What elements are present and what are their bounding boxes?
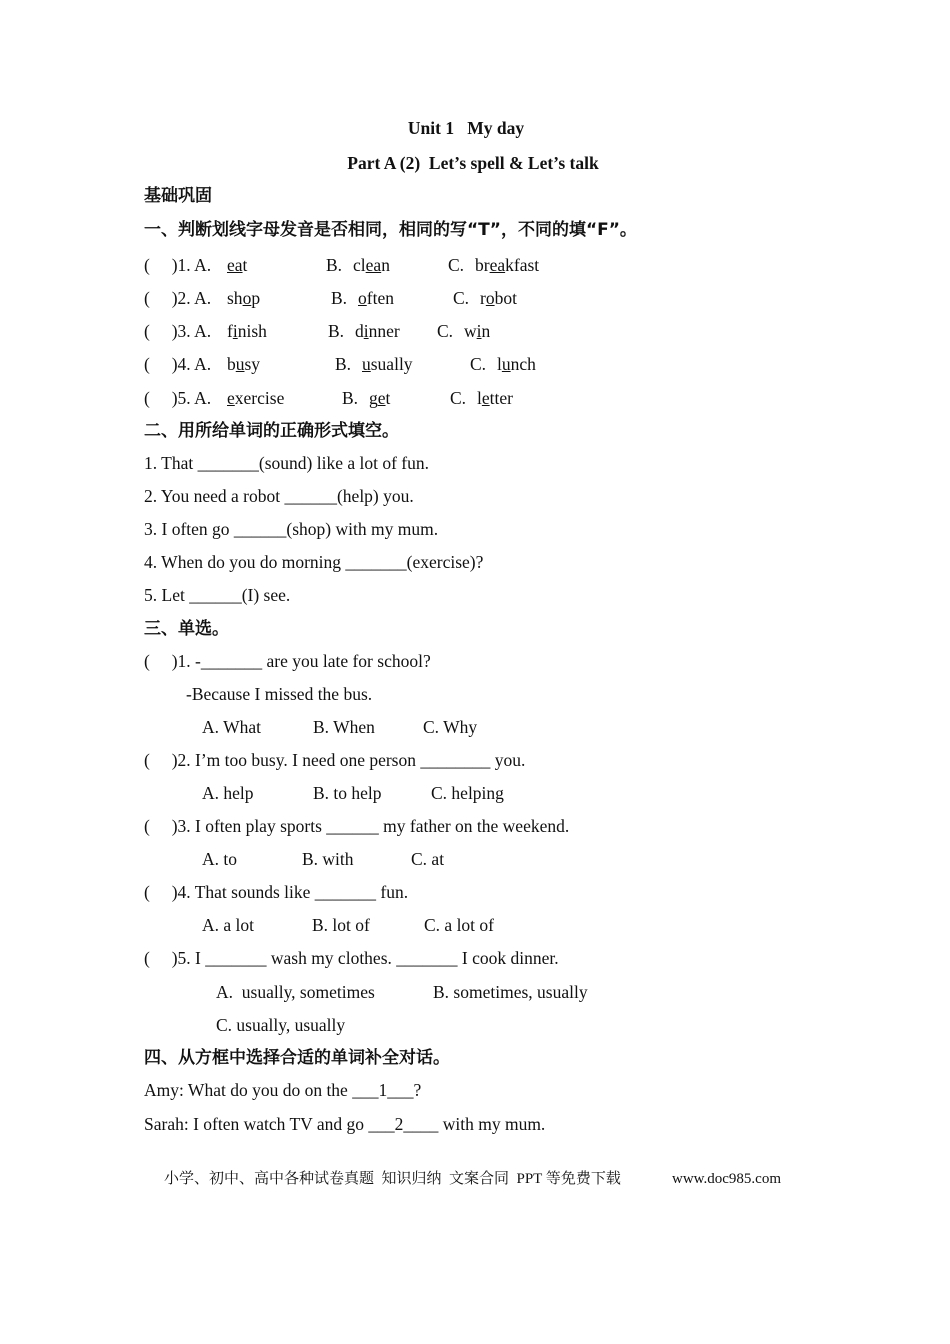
dialogue-line-1: Amy: What do you do on the ___1___?	[144, 1080, 422, 1100]
underlined-letters: u	[362, 354, 371, 374]
underlined-letters: u	[235, 354, 245, 374]
s3-q5-option-b: B. sometimes, usually	[433, 982, 588, 1002]
word-part: n	[481, 321, 491, 341]
s3-q3-option-b: B. with	[302, 849, 354, 869]
word-part: xercise	[234, 388, 285, 408]
s1-row-1-b-label: B.	[326, 255, 343, 275]
page-subtitle: Part A (2) Let’s spell & Let’s talk	[347, 153, 599, 173]
footer-text: 小学、初中、高中各种试卷真题 知识归纳 文案合同 PPT 等免费下载	[164, 1171, 621, 1187]
s1-row-1-option-b	[353, 254, 390, 276]
word-part: d	[355, 321, 364, 341]
word-part: sy	[244, 354, 261, 374]
underlined-letters: u	[501, 354, 511, 374]
s3-q5-option-c: C. usually, usually	[216, 1015, 346, 1035]
word-part: p	[251, 288, 261, 308]
word-part: l	[477, 388, 482, 408]
s1-row-2-option-c	[480, 287, 517, 309]
word-part: b	[227, 354, 236, 374]
s1-row-5-option-a	[227, 387, 284, 409]
section-4-heading: 四、从方框中选择合适的单词补全对话。	[144, 1048, 450, 1068]
underlined-letters: e	[481, 388, 490, 408]
s3-question-1-reply: -Because I missed the bus.	[186, 684, 373, 704]
s3-q1-option-b: B. When	[313, 717, 375, 737]
s2-item-4: 4. When do you do morning _______(exercise)?	[144, 552, 484, 572]
underlined-letters: o	[485, 288, 495, 308]
s3-q1-option-c: C. Why	[423, 717, 478, 737]
s1-row-2-number: ( )2. A.	[144, 288, 212, 308]
footer-link[interactable]: www.doc985.com	[672, 1171, 782, 1187]
underlined-letters: e	[227, 388, 235, 408]
word-part: nch	[510, 354, 536, 374]
word-part: r	[480, 288, 486, 308]
page-title: Unit 1 My day	[407, 118, 525, 138]
s1-row-2-b-label: B.	[331, 288, 348, 308]
s3-q2-option-b: B. to help	[313, 783, 382, 803]
section-3-heading: 三、单选。	[144, 619, 229, 639]
word-part: l	[497, 354, 502, 374]
s2-item-2: 2. You need a robot ______(help) you.	[144, 486, 414, 506]
section-2-heading: 二、用所给单词的正确形式填空。	[144, 421, 399, 441]
s3-q3-option-a: A. to	[202, 849, 237, 869]
word-part: tter	[489, 388, 513, 408]
s1-row-3-number: ( )3. A.	[144, 321, 212, 341]
s1-row-3-option-c	[464, 320, 490, 342]
underlined-letters: e	[377, 388, 386, 408]
s1-row-4-option-c	[497, 353, 536, 375]
s2-item-1: 1. That _______(sound) like a lot of fun.	[144, 453, 429, 473]
word-part: sually	[370, 354, 413, 374]
s1-row-4-c-label: C.	[470, 354, 487, 374]
section-1-heading: 一、判断划线字母发音是否相同，相同的写“T”，不同的填“F”。	[144, 220, 637, 240]
underlined-letters: o	[242, 288, 252, 308]
underlined-letters: i	[363, 321, 369, 341]
underlined-letters: i	[476, 321, 482, 341]
s3-question-1: ( )1. -_______ are you late for school?	[144, 651, 431, 671]
s1-row-5-b-label: B.	[342, 388, 359, 408]
word-part: g	[369, 388, 378, 408]
word-part: t	[385, 388, 391, 408]
s1-row-3-b-label: B.	[328, 321, 345, 341]
word-part: kfast	[505, 255, 540, 275]
s3-question-4: ( )4. That sounds like _______ fun.	[144, 882, 409, 902]
s3-question-5: ( )5. I _______ wash my clothes. _______ I cook dinner.	[144, 948, 559, 968]
s1-row-4-option-a	[227, 353, 260, 375]
s1-row-5-c-label: C.	[450, 388, 467, 408]
s1-row-2-c-label: C.	[453, 288, 470, 308]
s1-row-4-number: ( )4. A.	[144, 354, 212, 374]
s1-row-2-option-b	[358, 287, 394, 309]
s1-row-5-option-b	[369, 387, 390, 409]
s1-row-3-c-label: C.	[437, 321, 454, 341]
s3-q3-option-c: C. at	[411, 849, 445, 869]
word-part: w	[464, 321, 477, 341]
word-part: nish	[237, 321, 267, 341]
s3-q2-option-a: A. help	[202, 783, 254, 803]
underlined-letters: i	[232, 321, 238, 341]
word-part: bot	[494, 288, 517, 308]
s1-row-4-b-label: B.	[335, 354, 352, 374]
s3-q5-option-a: A. usually, sometimes	[216, 982, 375, 1002]
word-part: n	[381, 255, 390, 275]
s1-row-5-number: ( )5. A.	[144, 388, 212, 408]
s1-row-4-option-b	[362, 353, 413, 375]
word-part: sh	[227, 288, 243, 308]
s1-row-5-option-c	[477, 387, 513, 409]
s3-q1-option-a: A. What	[202, 717, 261, 737]
s3-q4-option-b: B. lot of	[312, 915, 370, 935]
s1-row-1-option-c	[475, 254, 539, 276]
s2-item-3: 3. I often go ______(shop) with my mum.	[144, 519, 439, 539]
s1-row-3-option-a	[227, 320, 267, 342]
s2-item-5: 5. Let ______(I) see.	[144, 585, 291, 605]
word-part: ften	[366, 288, 394, 308]
s1-row-2-option-a	[227, 287, 260, 309]
word-part: cl	[353, 255, 366, 275]
s3-question-3: ( )3. I often play sports ______ my father on the weekend.	[144, 816, 570, 836]
underlined-letters: ea	[365, 255, 382, 275]
word-part: f	[227, 321, 233, 341]
s3-q2-option-c: C. helping	[431, 783, 504, 803]
word-part: t	[242, 255, 248, 275]
underlined-letters: o	[358, 288, 367, 308]
s1-row-1-c-label: C.	[448, 255, 465, 275]
s3-question-2: ( )2. I’m too busy. I need one person ________ you.	[144, 750, 526, 770]
s1-row-1-option-a	[227, 254, 247, 276]
s3-q4-option-a: A. a lot	[202, 915, 255, 935]
s1-row-3-option-b	[355, 320, 400, 342]
word-part: nner	[368, 321, 400, 341]
s1-row-1-number: ( )1. A.	[144, 255, 212, 275]
underlined-letters: ea	[489, 255, 506, 275]
word-part: br	[475, 255, 490, 275]
underlined-letters: ea	[227, 255, 243, 275]
category-heading: 基础巩固	[144, 186, 212, 206]
s3-q4-option-c: C. a lot of	[424, 915, 494, 935]
dialogue-line-2: Sarah: I often watch TV and go ___2____ with my mum.	[144, 1114, 546, 1134]
